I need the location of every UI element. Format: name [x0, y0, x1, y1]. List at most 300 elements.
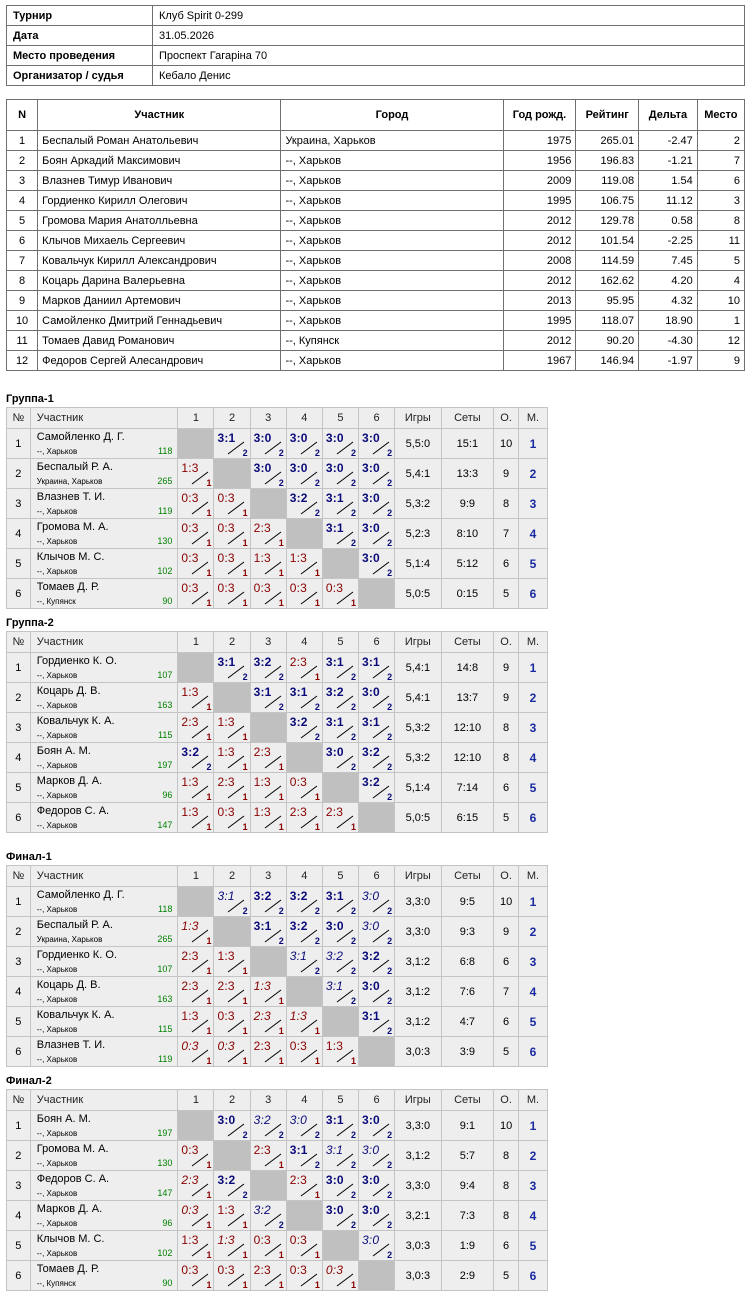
- group-header-cell: 4: [286, 408, 322, 429]
- match-score-cell: [286, 773, 322, 803]
- match-score-cell: [322, 459, 358, 489]
- match-score-cell: [214, 653, 250, 683]
- match-score-cell: [322, 519, 358, 549]
- sets-total: 7:6: [441, 977, 494, 1007]
- match-points: 2: [242, 672, 248, 682]
- games-total: 3,3:0: [395, 887, 441, 917]
- match-score-cell: [178, 743, 214, 773]
- group-place: 5: [518, 549, 547, 579]
- match-score-cell: [358, 1007, 394, 1037]
- match-score-cell: [178, 803, 214, 833]
- self-match-cell: [322, 1231, 358, 1261]
- self-match-cell: [250, 713, 286, 743]
- match-score: 3:0: [361, 1173, 380, 1187]
- match-score-cell: [250, 1037, 286, 1067]
- group-header-cell: 2: [214, 408, 250, 429]
- match-score-cell: [322, 683, 358, 713]
- match-points: 2: [350, 478, 356, 488]
- match-points: 2: [387, 1190, 393, 1200]
- sets-total: 15:1: [441, 429, 494, 459]
- match-points: 2: [278, 478, 284, 488]
- group-header-cell: М.: [518, 866, 547, 887]
- match-score-cell: [250, 743, 286, 773]
- match-points: 1: [314, 822, 320, 832]
- participant-cell: Марков Даниил Артемович: [38, 291, 281, 311]
- player-city: --, Харьков: [36, 1159, 78, 1168]
- player-city: --, Харьков: [36, 1249, 78, 1258]
- participant-cell: 7: [697, 151, 744, 171]
- games-total: 3,1:2: [395, 947, 441, 977]
- group-header-cell: №: [7, 1090, 31, 1111]
- match-score: 3:1: [289, 1143, 308, 1157]
- match-score: 0:3: [289, 1263, 308, 1277]
- match-points: 2: [387, 762, 393, 772]
- self-match-cell: [214, 683, 250, 713]
- player-rating: 265: [157, 476, 173, 486]
- match-score-cell: [358, 1171, 394, 1201]
- match-points: 1: [242, 568, 248, 578]
- match-points: 2: [278, 936, 284, 946]
- self-match-cell: [322, 773, 358, 803]
- match-points: 2: [387, 1026, 393, 1036]
- participant-cell: 95.95: [576, 291, 639, 311]
- sets-total: 5:12: [441, 549, 494, 579]
- group-row: [7, 1141, 548, 1171]
- games-total: 3,3:0: [395, 1171, 441, 1201]
- match-score: 0:3: [217, 521, 235, 535]
- match-points: 1: [206, 732, 212, 742]
- match-score-cell: [286, 1231, 322, 1261]
- group-row: [7, 713, 548, 743]
- match-score: 3:1: [289, 949, 308, 963]
- match-points: 2: [314, 1130, 320, 1140]
- player-name: Коцарь Д. В.: [36, 685, 101, 697]
- games-total: 5,3:2: [395, 713, 441, 743]
- match-score: 3:0: [325, 461, 344, 475]
- match-score: 3:0: [253, 461, 272, 475]
- match-points: 1: [314, 672, 320, 682]
- match-score: 2:3: [253, 521, 271, 535]
- player-cell: [30, 1171, 178, 1201]
- match-points: 1: [314, 1026, 320, 1036]
- games-total: 5,4:1: [395, 653, 441, 683]
- participant-cell: 4: [7, 191, 38, 211]
- self-match-cell: [178, 429, 214, 459]
- participant-cell: 265.01: [576, 131, 639, 151]
- match-score: 0:3: [181, 491, 199, 505]
- match-score-cell: [178, 1261, 214, 1291]
- player-cell: [30, 977, 178, 1007]
- match-points: 2: [278, 1220, 284, 1230]
- match-score-cell: [286, 1261, 322, 1291]
- player-name: Клычов М. С.: [36, 1233, 105, 1245]
- match-score-cell: [286, 803, 322, 833]
- player-rating: 107: [157, 670, 173, 680]
- match-score: 0:3: [181, 1143, 199, 1157]
- match-points: 2: [350, 448, 356, 458]
- match-score: 3:1: [253, 685, 272, 699]
- player-rating: 107: [157, 964, 173, 974]
- match-score: 3:1: [289, 685, 308, 699]
- player-rating: 119: [158, 506, 173, 516]
- group-header-cell: Сеты: [441, 632, 494, 653]
- match-score: 2:3: [217, 979, 235, 993]
- points-total: 8: [494, 1201, 519, 1231]
- match-points: 2: [387, 568, 393, 578]
- participant-row: [7, 231, 745, 251]
- match-score-cell: [250, 917, 286, 947]
- match-points: 2: [387, 1250, 393, 1260]
- group-header-cell: М.: [518, 632, 547, 653]
- group-place: 5: [518, 1007, 547, 1037]
- match-score-cell: [214, 1201, 250, 1231]
- participant-cell: 196.83: [576, 151, 639, 171]
- match-score: 0:3: [217, 581, 235, 595]
- participant-cell: --, Харьков: [281, 271, 503, 291]
- player-rating: 118: [158, 446, 173, 456]
- player-cell: [30, 743, 178, 773]
- participant-cell: Самойленко Дмитрий Геннадьевич: [38, 311, 281, 331]
- match-points: 1: [242, 822, 248, 832]
- info-value: Кебало Денис: [153, 66, 745, 86]
- group-header-cell: Сеты: [441, 1090, 494, 1111]
- match-points: 2: [387, 996, 393, 1006]
- match-score: 1:3: [217, 1203, 235, 1217]
- group-row: [7, 1111, 548, 1141]
- match-score-cell: [214, 887, 250, 917]
- sets-total: 8:10: [441, 519, 494, 549]
- participant-row: [7, 351, 745, 371]
- match-points: 1: [206, 702, 212, 712]
- player-cell: [30, 429, 178, 459]
- player-rating: 90: [162, 1278, 173, 1288]
- match-points: 1: [278, 598, 284, 608]
- match-score-cell: [178, 489, 214, 519]
- match-score-cell: [250, 803, 286, 833]
- player-cell: [30, 579, 178, 609]
- group-table: [6, 1089, 548, 1291]
- points-total: 10: [494, 429, 519, 459]
- match-score: 0:3: [181, 551, 199, 565]
- match-points: 2: [314, 702, 320, 712]
- player-name: Самойленко Д. Г.: [36, 889, 125, 901]
- player-name: Коцарь Д. В.: [36, 979, 101, 991]
- match-score: 3:2: [289, 919, 308, 933]
- match-score: 3:2: [361, 949, 380, 963]
- participant-cell: 2012: [503, 271, 576, 291]
- match-score-cell: [250, 549, 286, 579]
- match-score-cell: [250, 459, 286, 489]
- participant-cell: --, Харьков: [281, 231, 503, 251]
- match-score: 3:1: [325, 655, 344, 669]
- match-score: 3:1: [325, 979, 344, 993]
- participant-cell: 11.12: [639, 191, 698, 211]
- row-number: 4: [7, 519, 31, 549]
- group-row: [7, 947, 548, 977]
- match-score: 3:0: [361, 431, 380, 445]
- match-points: 2: [387, 478, 393, 488]
- participant-cell: 10: [697, 291, 744, 311]
- match-score-cell: [358, 1201, 394, 1231]
- participant-cell: Боян Аркадий Максимович: [38, 151, 281, 171]
- match-points: 2: [350, 508, 356, 518]
- match-score-cell: [250, 773, 286, 803]
- group-place: 2: [518, 459, 547, 489]
- match-score-cell: [358, 773, 394, 803]
- player-city: --, Харьков: [36, 1055, 78, 1064]
- self-match-cell: [178, 653, 214, 683]
- participant-cell: 0.58: [639, 211, 698, 231]
- sets-total: 12:10: [441, 743, 494, 773]
- match-score-cell: [178, 519, 214, 549]
- group-header-cell: Участник: [30, 866, 178, 887]
- match-points: 2: [242, 448, 248, 458]
- row-number: 3: [7, 713, 31, 743]
- player-name: Гордиенко К. О.: [36, 949, 117, 961]
- group-header-row: [7, 632, 548, 653]
- player-cell: [30, 917, 178, 947]
- match-score: 3:0: [289, 431, 308, 445]
- match-points: 2: [350, 1160, 356, 1170]
- match-score: 1:3: [289, 1009, 308, 1023]
- match-score-cell: [286, 549, 322, 579]
- player-name: Томаев Д. Р.: [36, 581, 100, 593]
- match-points: 1: [206, 1160, 212, 1170]
- group-header-cell: 2: [214, 1090, 250, 1111]
- match-score-cell: [178, 549, 214, 579]
- games-total: 5,0:5: [395, 803, 441, 833]
- match-score-cell: [214, 803, 250, 833]
- group-row: [7, 489, 548, 519]
- participants-header: Дельта: [639, 100, 698, 131]
- player-city: --, Харьков: [36, 507, 78, 516]
- match-score-cell: [358, 1111, 394, 1141]
- match-score-cell: [322, 489, 358, 519]
- match-score: 3:1: [325, 521, 344, 535]
- group-header-cell: №: [7, 866, 31, 887]
- group-header-row: [7, 408, 548, 429]
- match-score-cell: [358, 519, 394, 549]
- games-total: 5,5:0: [395, 429, 441, 459]
- row-number: 2: [7, 683, 31, 713]
- group-row: [7, 653, 548, 683]
- match-points: 1: [314, 1250, 320, 1260]
- player-rating: 163: [157, 994, 173, 1004]
- player-cell: [30, 683, 178, 713]
- match-score-cell: [250, 1141, 286, 1171]
- match-score: 1:3: [253, 805, 271, 819]
- group-place: 2: [518, 1141, 547, 1171]
- player-cell: [30, 947, 178, 977]
- participant-cell: -2.47: [639, 131, 698, 151]
- player-rating: 130: [157, 536, 173, 546]
- participant-cell: Беспалый Роман Анатольевич: [38, 131, 281, 151]
- group-place: 5: [518, 1231, 547, 1261]
- participant-cell: 90.20: [576, 331, 639, 351]
- match-score: 0:3: [181, 1203, 199, 1217]
- match-score: 2:3: [181, 979, 199, 993]
- match-points: 1: [314, 1056, 320, 1066]
- group-row: [7, 683, 548, 713]
- match-score-cell: [322, 653, 358, 683]
- match-score: 3:1: [325, 1113, 344, 1127]
- participant-cell: 2012: [503, 211, 576, 231]
- match-points: 2: [387, 966, 393, 976]
- group-place: 1: [518, 429, 547, 459]
- match-points: 2: [350, 762, 356, 772]
- group-header-cell: Сеты: [441, 866, 494, 887]
- player-name: Федоров С. А.: [36, 805, 110, 817]
- match-points: 1: [206, 1220, 212, 1230]
- participant-cell: 9: [697, 351, 744, 371]
- match-points: 1: [206, 568, 212, 578]
- match-points: 1: [278, 1160, 284, 1170]
- match-score-cell: [214, 1171, 250, 1201]
- match-score: 3:2: [289, 491, 308, 505]
- match-points: 1: [242, 1220, 248, 1230]
- player-cell: [30, 713, 178, 743]
- match-score: 0:3: [217, 491, 235, 505]
- group-place: 4: [518, 743, 547, 773]
- group-header-row: [7, 866, 548, 887]
- participant-cell: 1956: [503, 151, 576, 171]
- match-score-cell: [286, 1141, 322, 1171]
- participant-cell: 2012: [503, 331, 576, 351]
- row-number: 5: [7, 1007, 31, 1037]
- match-score-cell: [250, 1231, 286, 1261]
- player-name: Боян А. М.: [36, 1113, 91, 1125]
- match-score-cell: [214, 1007, 250, 1037]
- group-row: [7, 1007, 548, 1037]
- games-total: 3,3:0: [395, 917, 441, 947]
- participants-header: Место: [697, 100, 744, 131]
- match-points: 1: [350, 1280, 356, 1290]
- row-number: 6: [7, 1037, 31, 1067]
- group-place: 6: [518, 1037, 547, 1067]
- match-points: 1: [206, 966, 212, 976]
- participant-row: [7, 291, 745, 311]
- group-header-cell: 3: [250, 408, 286, 429]
- match-score-cell: [322, 579, 358, 609]
- participant-cell: 2009: [503, 171, 576, 191]
- match-score-cell: [286, 653, 322, 683]
- player-city: --, Купянск: [36, 597, 76, 606]
- group-header-cell: 6: [358, 632, 394, 653]
- match-score: 0:3: [181, 1263, 199, 1277]
- match-points: 2: [387, 538, 393, 548]
- player-name: Ковальчук К. А.: [36, 715, 115, 727]
- match-points: 1: [242, 598, 248, 608]
- match-score-cell: [214, 947, 250, 977]
- group-table: [6, 631, 548, 833]
- match-score: 1:3: [181, 685, 199, 699]
- points-total: 5: [494, 803, 519, 833]
- match-score: 3:0: [325, 919, 344, 933]
- info-key: Организатор / судья: [7, 66, 153, 86]
- group-title: Группа-1: [6, 393, 54, 405]
- match-points: 1: [278, 822, 284, 832]
- match-score: 2:3: [253, 1263, 271, 1277]
- player-rating: 119: [158, 1054, 173, 1064]
- points-total: 9: [494, 459, 519, 489]
- group-header-cell: Игры: [395, 408, 441, 429]
- match-score-cell: [250, 887, 286, 917]
- row-number: 5: [7, 549, 31, 579]
- match-score: 3:2: [289, 889, 308, 903]
- participant-cell: Гордиенко Кирилл Олегович: [38, 191, 281, 211]
- match-score: 0:3: [217, 805, 235, 819]
- row-number: 6: [7, 579, 31, 609]
- match-score: 3:0: [361, 1113, 380, 1127]
- points-total: 5: [494, 579, 519, 609]
- player-city: --, Харьков: [36, 995, 78, 1004]
- match-score: 3:0: [361, 979, 380, 993]
- row-number: 4: [7, 1201, 31, 1231]
- sets-total: 6:8: [441, 947, 494, 977]
- group-row: [7, 429, 548, 459]
- self-match-cell: [214, 459, 250, 489]
- points-total: 9: [494, 653, 519, 683]
- match-points: 1: [242, 1056, 248, 1066]
- group-header-cell: 5: [322, 408, 358, 429]
- match-score: 3:0: [361, 1233, 380, 1247]
- group-header-cell: 6: [358, 866, 394, 887]
- match-points: 1: [278, 762, 284, 772]
- player-city: Украина, Харьков: [36, 477, 103, 486]
- match-points: 1: [206, 508, 212, 518]
- player-name: Гордиенко К. О.: [36, 655, 117, 667]
- group-place: 3: [518, 1171, 547, 1201]
- player-name: Боян А. М.: [36, 745, 91, 757]
- points-total: 8: [494, 743, 519, 773]
- self-match-cell: [178, 1111, 214, 1141]
- participant-cell: 10: [7, 311, 38, 331]
- match-points: 2: [387, 1220, 393, 1230]
- sets-total: 6:15: [441, 803, 494, 833]
- match-points: 1: [206, 792, 212, 802]
- participant-cell: 4.20: [639, 271, 698, 291]
- player-cell: [30, 1231, 178, 1261]
- match-score-cell: [178, 713, 214, 743]
- match-points: 1: [242, 966, 248, 976]
- self-match-cell: [214, 1141, 250, 1171]
- group-place: 6: [518, 579, 547, 609]
- participant-cell: 119.08: [576, 171, 639, 191]
- group-row: [7, 459, 548, 489]
- self-match-cell: [322, 1007, 358, 1037]
- participant-row: [7, 251, 745, 271]
- match-points: 1: [314, 568, 320, 578]
- match-score: 3:0: [325, 1203, 344, 1217]
- match-score-cell: [214, 549, 250, 579]
- participants-header: N: [7, 100, 38, 131]
- games-total: 5,0:5: [395, 579, 441, 609]
- participant-cell: 7.45: [639, 251, 698, 271]
- group-header-cell: Участник: [30, 408, 178, 429]
- group-place: 2: [518, 917, 547, 947]
- participant-cell: 11: [7, 331, 38, 351]
- match-score-cell: [178, 947, 214, 977]
- match-score: 3:0: [361, 1203, 380, 1217]
- match-score: 1:3: [325, 1039, 344, 1053]
- match-score: 3:1: [325, 715, 344, 729]
- sets-total: 9:1: [441, 1111, 494, 1141]
- player-rating: 147: [157, 820, 173, 830]
- group-place: 3: [518, 947, 547, 977]
- match-score-cell: [358, 489, 394, 519]
- match-points: 1: [278, 538, 284, 548]
- match-score: 3:1: [217, 655, 236, 669]
